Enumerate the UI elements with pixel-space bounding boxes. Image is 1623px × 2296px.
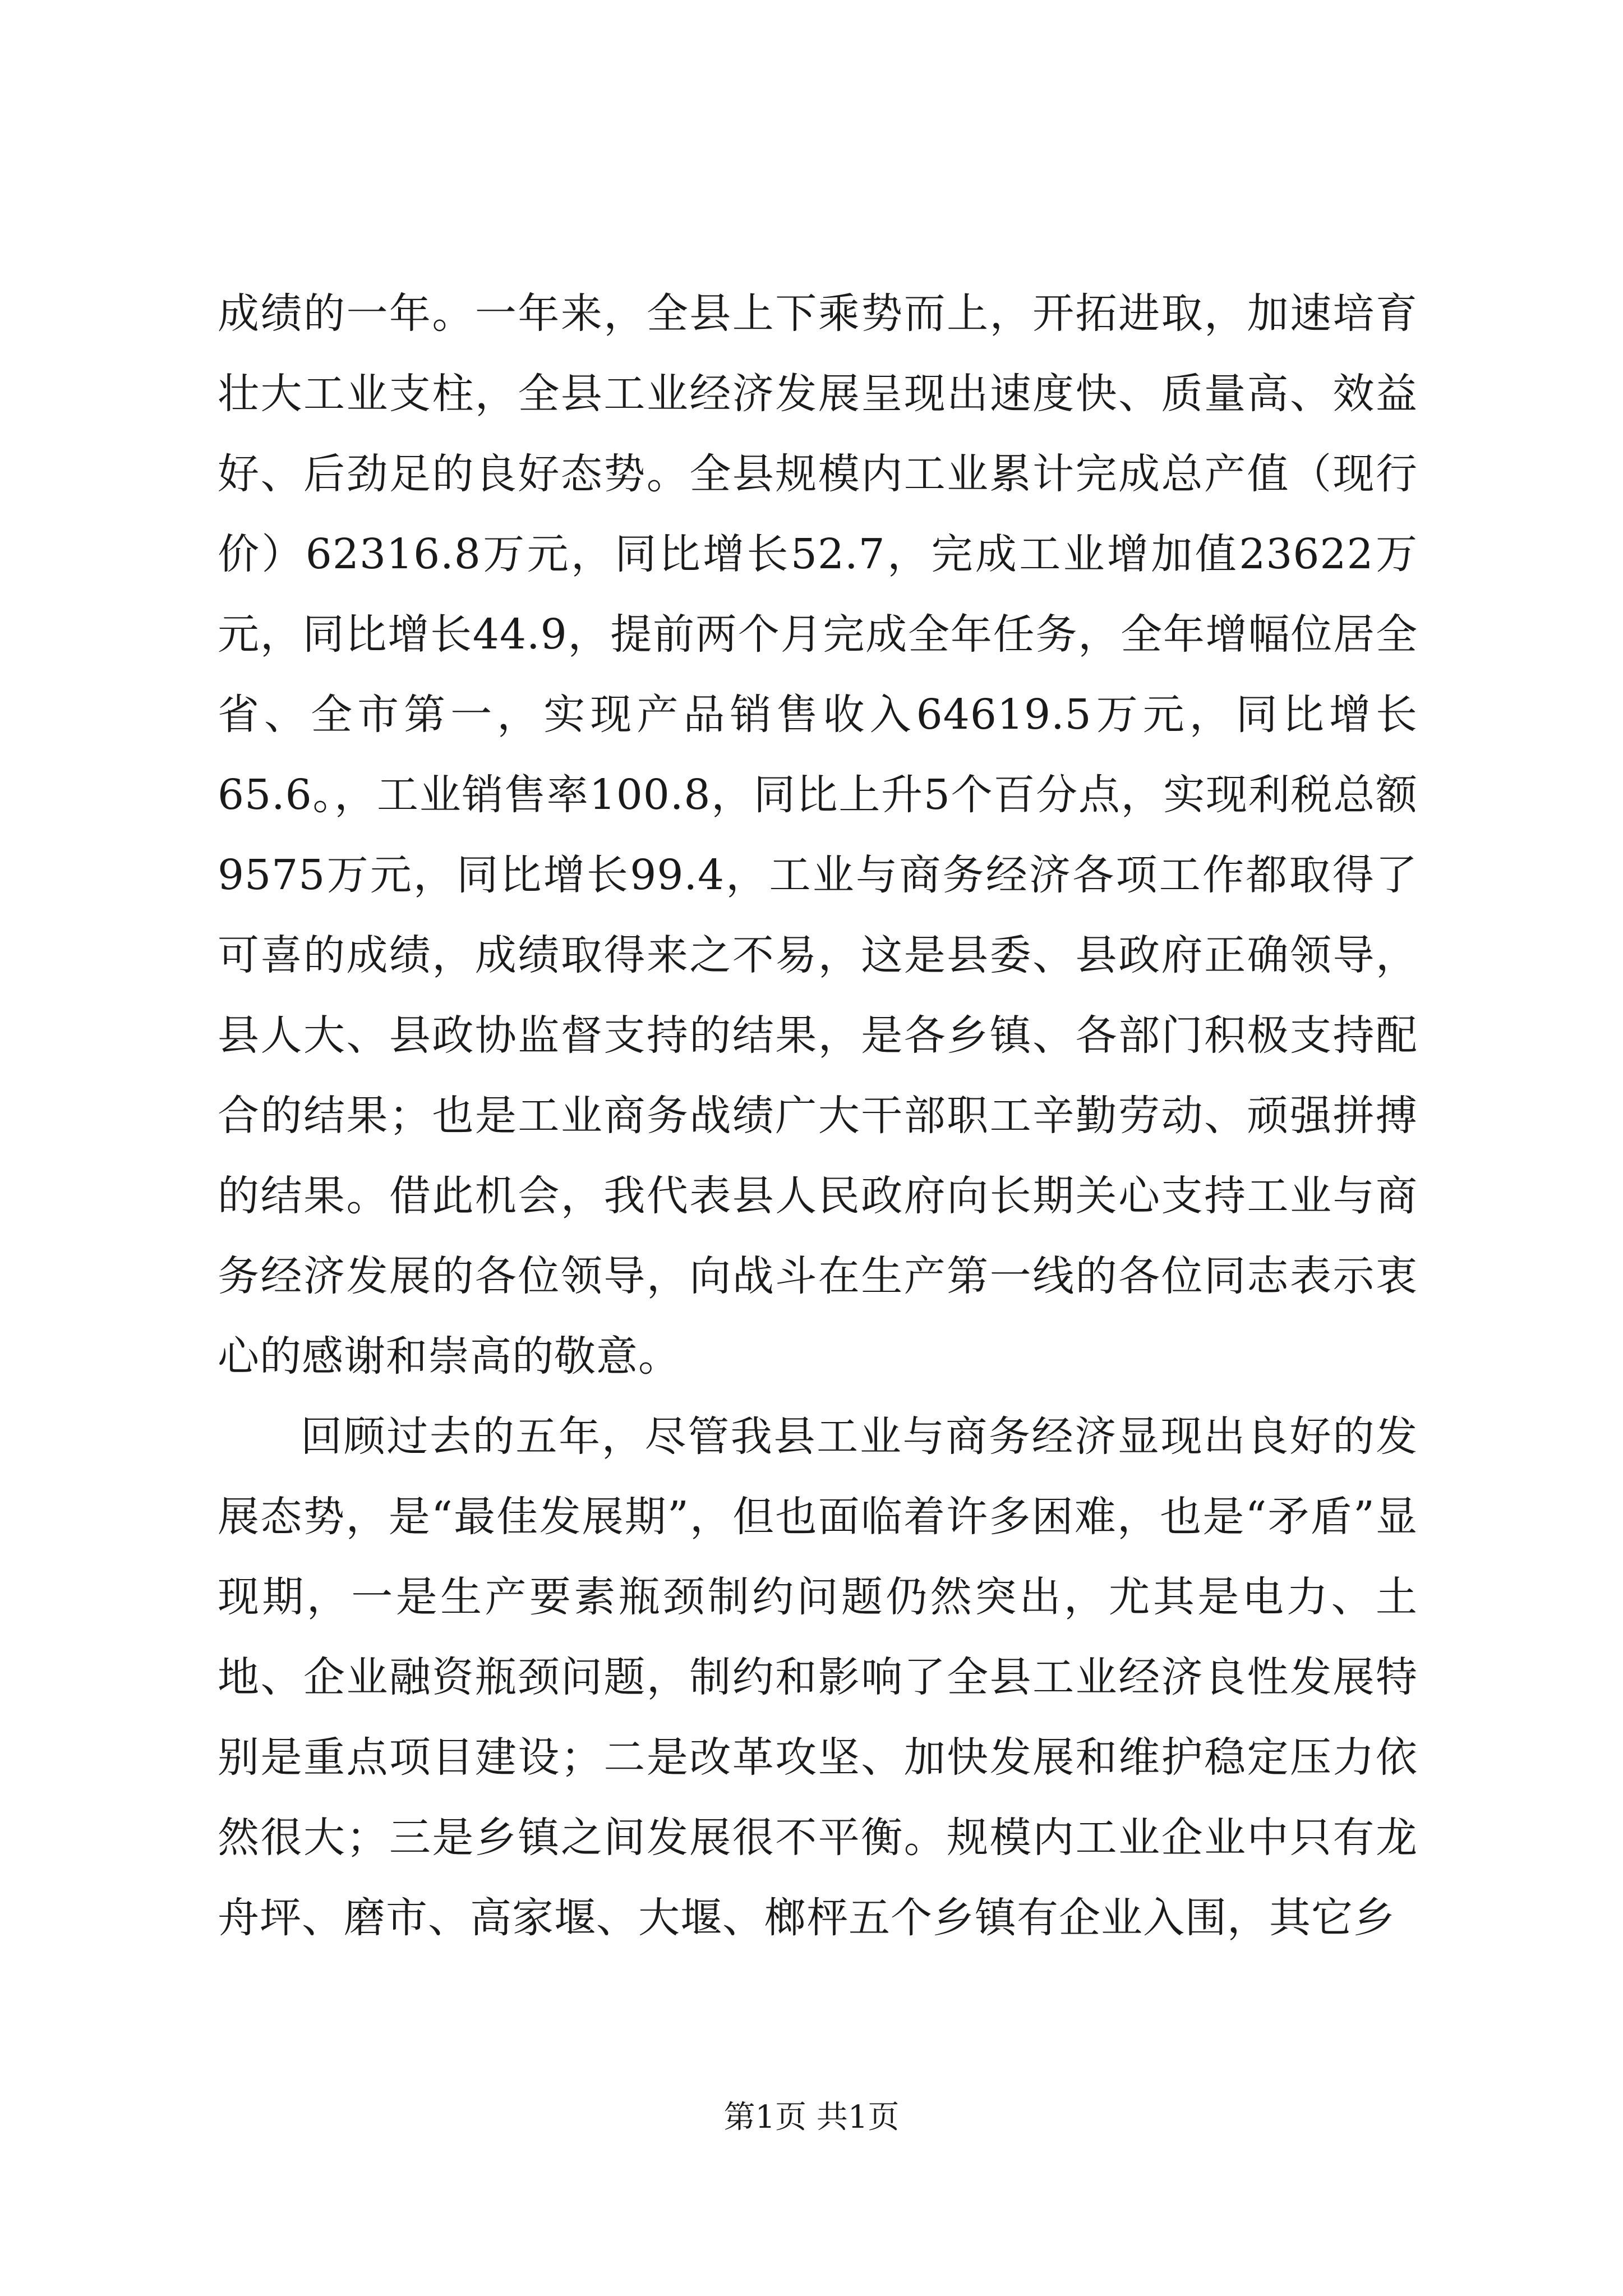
paragraph-continued: 成绩的一年。一年来，全县上下乘势而上，开拓进取，加速培育壮大工业支柱，全县工业经济发展呈现出速度快、质量高、效益好、后劲足的良好态势。全县规模内工业累计完成总产值（现行价）62316.8万元，同比增长52.7，完成工业增加值23622万元，同比增长44.9，提前两个月完成全年任务，全年增幅位居全省、全市第一，实现产品销售收入64619.5万元，同比增长65.6。，工业销售率100.8，同比上升5个百分点，实现利税总额9575万元，同比增长99.4，工业与商务经济各项工作都取得了可喜的成绩，成绩取得来之不易，这是县委、县政府正确领导，县人大、县政协监督支持的结果，是各乡镇、各部门积极支持配合的结果；也是工业商务战绩广大干部职工辛勤劳动、顽强拼搏的结果。借此机会，我代表县人民政府向长期关心支持工业与商务经济发展的各位领导，向战斗在生产第一线的各位同志表示衷心的感谢和崇高的敬意。 [218, 289, 1418, 1381]
page-number-footer: 第1页 共1页 [723, 2099, 900, 2136]
paragraph-review: 回顾过去的五年，尽管我县工业与商务经济显现出良好的发展态势，是“最佳发展期”，但也面临着许多困难，也是“矛盾”显现期，一是生产要素瓶颈制约问题仍然突出，尤其是电力、土地、企业融资瓶颈问题，制约和影响了全县工业经济良性发展特别是重点项目建设；二是改革攻坚、加快发展和维护稳定压力依然很大；三是乡镇之间发展很不平衡。规模内工业企业中只有龙舟坪、磨市、高家堰、大堰、榔枰五个乡镇有企业入围，其它乡 [218, 1412, 1418, 1942]
document-body [218, 274, 1418, 1958]
